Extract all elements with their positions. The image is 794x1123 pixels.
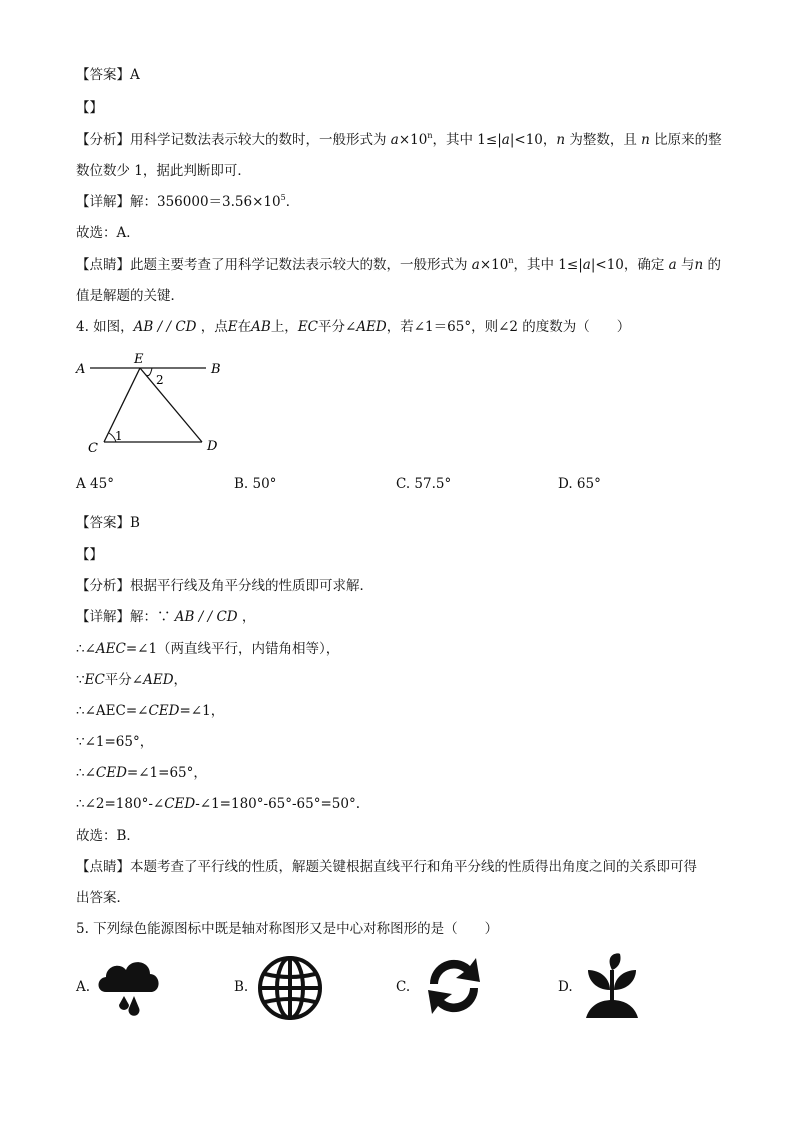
q4-step-4: ∵∠1=65°， — [76, 734, 154, 750]
angle-1-label: 1 — [115, 429, 123, 443]
q4-geometry-figure — [70, 348, 240, 458]
q4-option-c[interactable]: C. 57.5° — [396, 476, 452, 492]
q4-step-6: ∴∠2=180°-∠CED-∠1=180°-65°-65°=50°. — [76, 796, 361, 812]
q4-blank: 【】 — [76, 547, 103, 563]
sprout-icon[interactable] — [582, 950, 642, 1020]
q3-detail: 【详解】解：$356000=3.56\times 10^5$． — [76, 193, 300, 210]
q3-comment-line2: 值是解题的关键． — [76, 288, 184, 304]
q4-choose: 故选：B． — [76, 828, 140, 844]
q4-option-a[interactable]: A 45° — [76, 476, 114, 492]
q3-answer: 【答案】A — [76, 67, 140, 83]
segment-ed — [140, 368, 202, 442]
angle-2-label: 2 — [156, 373, 164, 387]
q3-blank: 【】 — [76, 100, 103, 116]
q4-analysis: 【分析】根据平行线及角平分线的性质即可求解． — [76, 578, 373, 594]
point-c-label: C — [88, 441, 98, 456]
q5-option-c-label[interactable]: C. — [396, 979, 411, 995]
globe-icon[interactable] — [256, 954, 324, 1022]
q3-analysis-line2: 数位数少 1，据此判断即可． — [76, 163, 251, 179]
q4-detail-line1: 【详解】解：∵ AB / / CD ， — [76, 609, 256, 625]
q4-option-d[interactable]: D. 65° — [558, 476, 601, 492]
q4-step-5: ∴∠CED=∠1=65°， — [76, 765, 207, 781]
point-a-label: A — [76, 362, 86, 377]
angle-2-arc — [146, 368, 152, 376]
q5-option-d-label[interactable]: D. — [558, 979, 573, 995]
point-b-label: B — [211, 362, 221, 377]
q3-comment-line1: 【点睛】此题主要考查了用科学记数法表示较大的数，一般形式为 $a\times 10^n$，其中 1≤|a|<10，确定 a 与n 的 — [76, 256, 722, 273]
point-e-label: E — [134, 352, 144, 367]
q4-stem: 4. 如图，AB / / CD ，点E在AB上，EC平分∠AED，若∠1＝65°，则∠2 的度数为（ ） — [76, 319, 631, 335]
recycle-arrows-icon[interactable] — [418, 952, 490, 1020]
q4-step-1: ∴∠AEC=∠1（两直线平行，内错角相等）， — [76, 641, 340, 657]
q3-analysis-line1: 【分析】用科学记数法表示较大的数时，一般形式为 $a\times 10^n$，其中 1≤|a|<10，n 为整数，且 n 比原来的整 — [76, 131, 722, 148]
q4-comment-line1: 【点睛】本题考查了平行线的性质，解题关键根据直线平行和角平分线的性质得出角度之间的关系即可得 — [76, 859, 697, 875]
q5-option-a-label[interactable]: A. — [76, 979, 91, 995]
point-d-label: D — [207, 439, 218, 454]
q5-stem: 5. 下列绿色能源图标中既是轴对称图形又是中心对称图形的是（ ） — [76, 921, 499, 937]
q4-comment-line2: 出答案． — [76, 890, 130, 906]
q4-step-2: ∵EC平分∠AED， — [76, 672, 188, 688]
q3-choose: 故选：A． — [76, 225, 140, 241]
q4-step-3: ∴∠AEC=∠CED=∠1， — [76, 703, 225, 719]
q5-option-b-label[interactable]: B. — [234, 979, 249, 995]
q4-answer: 【答案】B — [76, 515, 140, 531]
q4-option-b[interactable]: B. 50° — [234, 476, 277, 492]
cloud-rain-icon[interactable] — [94, 952, 164, 1018]
